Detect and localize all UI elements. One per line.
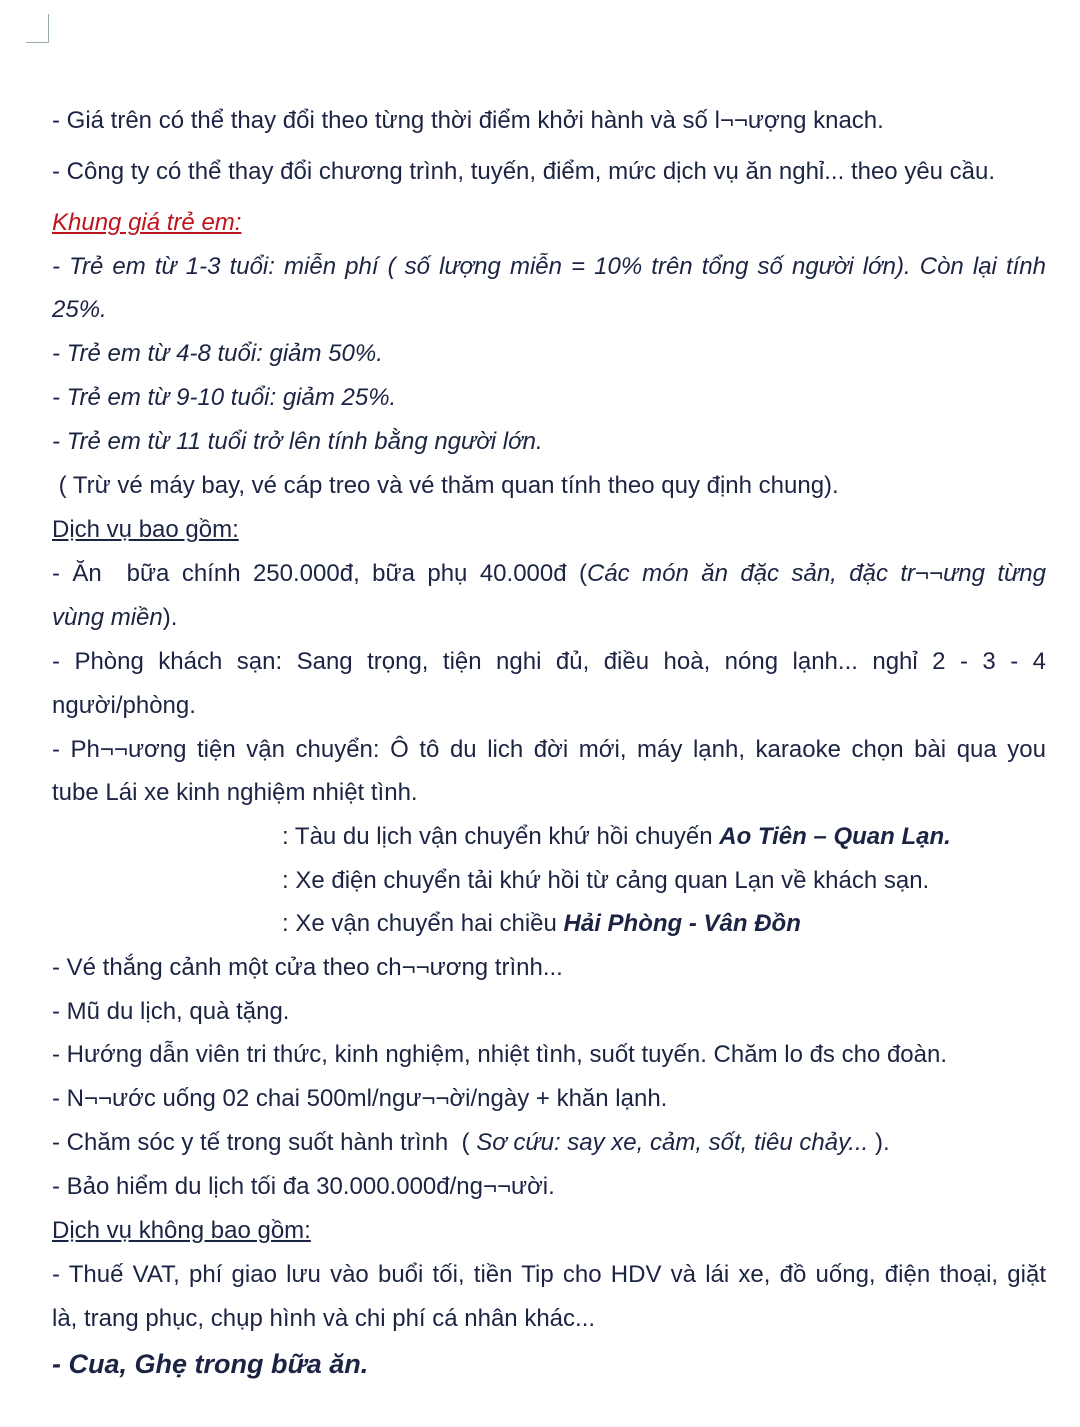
meal-italic-end: vùng miền (52, 604, 163, 631)
medical-end: ). (874, 1129, 890, 1156)
note-price-change: - Giá trên có thể thay đổi theo từng thời điểm khởi hành và số l¬¬ượng knach. (52, 107, 884, 134)
included-insurance: - Bảo hiểm du lịch tối đa 30.000.000đ/ng¬¬ười. (52, 1173, 555, 1200)
meal-text: - Ăn bữa chính 250.000đ, bữa phụ 40.000đ ( (52, 560, 587, 587)
children-line-3: - Trẻ em từ 9-10 tuổi: giảm 25%. (52, 384, 397, 411)
included-transport-a: - Ph¬¬ương tiện vận chuyển: Ô tô du lich đời mới, máy lạnh, karaoke chọn bài qua you (52, 736, 1046, 763)
excluded-line-b: là, trang phục, chụp hình và chi phí cá nhân khác... (52, 1305, 596, 1332)
included-ticket: - Vé thắng cảnh một cửa theo ch¬¬ương trình... (52, 954, 563, 981)
included-hat: - Mũ du lịch, quà tặng. (52, 998, 290, 1025)
excluded-heading: Dịch vụ không bao gồm: (52, 1217, 311, 1244)
included-bus (282, 902, 1046, 946)
children-price-heading: Khung giá trẻ em: (52, 209, 242, 236)
included-boat (282, 815, 1046, 859)
bus-text: : Xe vận chuyển hai chiều (282, 910, 564, 937)
meal-italic: Các món ăn đặc sản, đặc tr¬¬ưng từng (587, 560, 1046, 587)
children-line-1a: - Trẻ em từ 1-3 tuổi: miễn phí ( số lượng miễn = 10% trên tổng số người lớn). Còn lại tính (52, 253, 1046, 280)
included-hotel-a: - Phòng khách sạn: Sang trọng, tiện nghi đủ, điều hoà, nóng lạnh... nghỉ 2 - 3 - 4 (52, 648, 1046, 675)
note-program-change: - Công ty có thể thay đổi chương trình, tuyến, điểm, mức dịch vụ ăn nghỉ... theo yêu cầu. (52, 158, 996, 185)
included-heading-row (52, 508, 1046, 552)
included-medical (52, 1121, 1046, 1165)
children-line-1b: 25%. (52, 296, 107, 323)
bus-route: Hải Phòng - Vân Đồn (563, 910, 801, 937)
medical-italic: Sơ cứu: say xe, cảm, sốt, tiêu chảy... (476, 1129, 875, 1156)
boat-text: : Tàu du lịch vận chuyển khứ hồi chuyến (282, 823, 720, 850)
excluded-line-a: - Thuế VAT, phí giao lưu vào buổi tối, tiền Tip cho HDV và lái xe, đồ uống, điện thoại, giặt (52, 1261, 1046, 1288)
page-corner-mark (26, 14, 49, 43)
included-transport-b: tube Lái xe kinh nghiệm nhiệt tình. (52, 779, 418, 806)
children-note: ( Trừ vé máy bay, vé cáp treo và vé thăm quan tính theo quy định chung). (52, 472, 839, 499)
meal-end: ). (162, 604, 178, 631)
excluded-heading-row (52, 1209, 1046, 1253)
included-heading: Dịch vụ bao gồm: (52, 516, 239, 543)
children-heading-row (52, 201, 1046, 245)
included-guide: - Hướng dẫn viên tri thức, kinh nghiệm, nhiệt tình, suốt tuyến. Chăm lo đs cho đoàn. (52, 1041, 948, 1068)
children-line-4: - Trẻ em từ 11 tuổi trở lên tính bằng người lớn. (52, 428, 543, 455)
boat-route: Ao Tiên – Quan Lạn. (719, 823, 951, 850)
included-water: - N¬¬ước uống 02 chai 500ml/ngư¬¬ời/ngày + khăn lạnh. (52, 1085, 668, 1112)
medical-text: - Chăm sóc y tế trong suốt hành trình ( (52, 1129, 477, 1156)
included-meal-a (52, 552, 1046, 596)
children-line-2: - Trẻ em từ 4-8 tuổi: giảm 50%. (52, 340, 383, 367)
included-meal-b (52, 596, 1046, 640)
included-hotel-b: người/phòng. (52, 692, 196, 719)
included-ecar: : Xe điện chuyển tải khứ hồi từ cảng quan Lạn về khách sạn. (282, 867, 930, 894)
excluded-crab: - Cua, Ghẹ trong bữa ăn. (52, 1349, 369, 1379)
